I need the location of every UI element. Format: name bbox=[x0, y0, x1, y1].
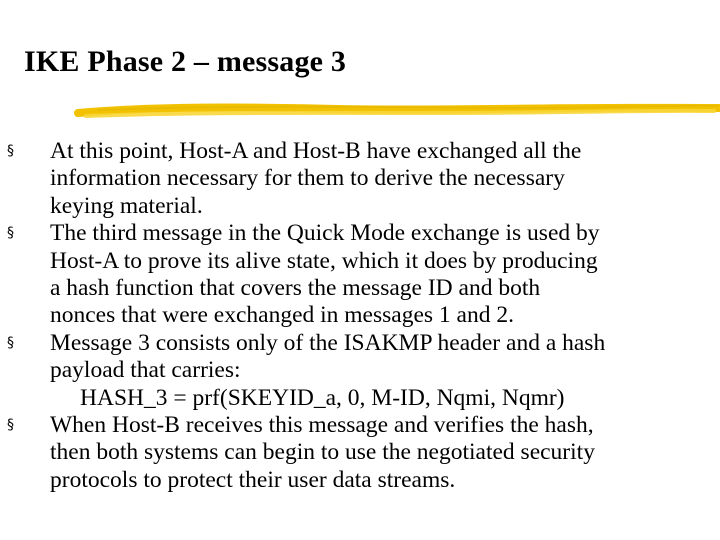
bullet-line: information necessary for them to derive the necessary bbox=[50, 165, 565, 192]
bullet-line: keying material. bbox=[50, 192, 203, 219]
bullet-line: protocols to protect their user data streams. bbox=[50, 466, 456, 493]
bullet-list bbox=[0, 138, 720, 494]
bullet-item bbox=[0, 330, 720, 412]
bullet-line: At this point, Host-A and Host-B have exchanged all the bbox=[50, 138, 582, 164]
bullet-line: nonces that were exchanged in messages 1 and 2. bbox=[50, 302, 514, 329]
bullet-item bbox=[0, 412, 720, 494]
bullet-line: then both systems can begin to use the negotiated security bbox=[50, 439, 595, 466]
bullet-marker-icon: § bbox=[7, 225, 14, 242]
bullet-line: a hash function that covers the message ID and both bbox=[50, 275, 541, 302]
hash-formula: HASH_3 = prf(SKEYID_a, 0, M-ID, Nqmi, Nqmr) bbox=[80, 384, 565, 411]
bullet-line: Message 3 consists only of the ISAKMP header and a hash bbox=[50, 329, 606, 356]
bullet-item bbox=[0, 220, 720, 330]
title-underline-brush bbox=[78, 98, 720, 124]
bullet-line: Host-A to prove its alive state, which it does by producing bbox=[50, 247, 598, 274]
bullet-line: payload that carries: bbox=[50, 357, 241, 384]
bullet-item bbox=[0, 138, 720, 220]
bullet-line: The third message in the Quick Mode exchange is used by bbox=[50, 220, 600, 247]
bullet-line: When Host-B receives this message and verifies the hash, bbox=[50, 412, 594, 439]
bullet-marker-icon: § bbox=[7, 417, 14, 434]
bullet-marker-icon: § bbox=[7, 143, 14, 159]
slide-title: IKE Phase 2 – message 3 bbox=[24, 45, 347, 78]
bullet-marker-icon: § bbox=[7, 334, 14, 351]
